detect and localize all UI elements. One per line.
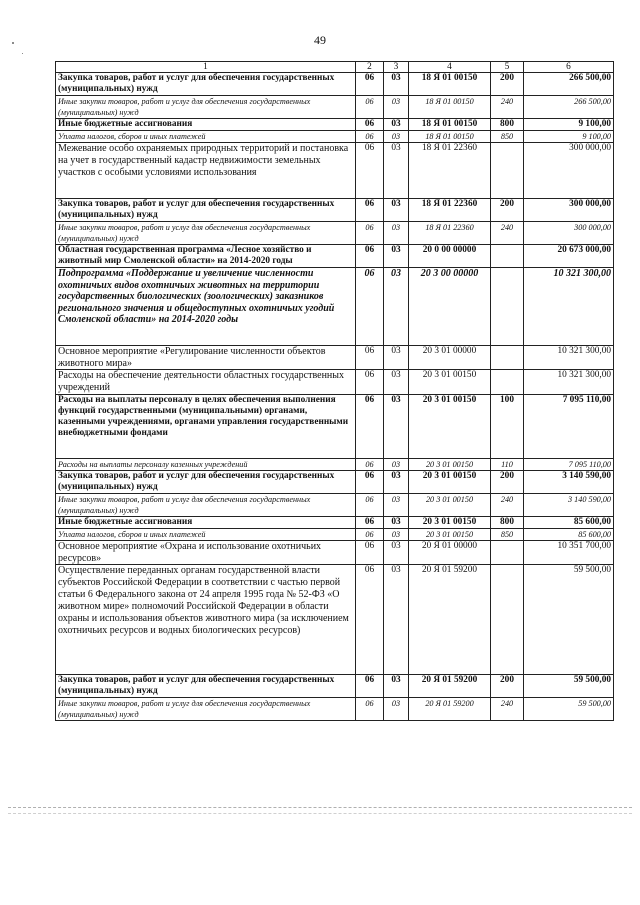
section-code: 06 (356, 143, 384, 199)
subsection-code: 03 (384, 222, 409, 245)
expense-type-code: 200 (491, 199, 524, 222)
target-article-code: 20 Я 01 59200 (409, 565, 491, 675)
scan-dashed-line (8, 807, 632, 808)
subsection-code: 03 (384, 245, 409, 268)
table-header-row (56, 62, 614, 73)
subsection-code: 03 (384, 96, 409, 119)
table-row (56, 541, 614, 565)
subsection-code: 03 (384, 268, 409, 346)
section-code: 06 (356, 96, 384, 119)
expense-type-code: 100 (491, 395, 524, 459)
amount: 300 000,00 (524, 143, 614, 199)
expense-type-code: 800 (491, 119, 524, 131)
target-article-code: 18 Я 01 22360 (409, 199, 491, 222)
row-name: Иные закупки товаров, работ и услуг для обеспечения государственных (муниципальных) нужд (56, 222, 356, 245)
amount: 59 500,00 (524, 698, 614, 721)
row-name: Иные закупки товаров, работ и услуг для обеспечения государственных (муниципальных) нужд (56, 698, 356, 721)
subsection-code: 03 (384, 143, 409, 199)
target-article-code: 18 Я 01 00150 (409, 119, 491, 131)
amount: 20 673 000,00 (524, 245, 614, 268)
section-code: 06 (356, 541, 384, 565)
amount: 7 095 110,00 (524, 395, 614, 459)
section-code: 06 (356, 268, 384, 346)
target-article-code: 20 3 01 00150 (409, 494, 491, 517)
row-name: Подпрограмма «Поддержание и увеличение численности охотничьих видов охотничьих животных на территории государственных биологических (зоологических) заказников регионального значения и общедоступных охотничьих угодий Смоленской области» на 2014-2020 годы (56, 268, 356, 346)
column-header: 4 (409, 62, 491, 73)
row-name: Закупка товаров, работ и услуг для обеспечения государственных (муниципальных) нужд (56, 199, 356, 222)
target-article-code: 20 Я 01 59200 (409, 675, 491, 698)
target-article-code: 20 3 01 00150 (409, 517, 491, 529)
row-name: Иные закупки товаров, работ и услуг для обеспечения государственных (муниципальных) нужд (56, 494, 356, 517)
section-code: 06 (356, 222, 384, 245)
subsection-code: 03 (384, 494, 409, 517)
target-article-code: 18 Я 01 00150 (409, 96, 491, 119)
section-code: 06 (356, 494, 384, 517)
target-article-code: 20 Я 01 59200 (409, 698, 491, 721)
expense-type-code: 110 (491, 459, 524, 471)
expense-type-code (491, 143, 524, 199)
section-code: 06 (356, 370, 384, 395)
target-article-code: 20 3 01 00150 (409, 529, 491, 541)
subsection-code: 03 (384, 119, 409, 131)
row-name: Межевание особо охраняемых природных территорий и постановка на учет в государственный кадастр недвижимости земельных участков с особыми условиями использования (56, 143, 356, 199)
expense-type-code (491, 541, 524, 565)
amount: 266 500,00 (524, 73, 614, 96)
column-header: 1 (56, 62, 356, 73)
expense-type-code: 850 (491, 529, 524, 541)
amount: 85 600,00 (524, 529, 614, 541)
section-code: 06 (356, 199, 384, 222)
table-row (56, 143, 614, 199)
subsection-code: 03 (384, 73, 409, 96)
row-name: Закупка товаров, работ и услуг для обеспечения государственных (муниципальных) нужд (56, 675, 356, 698)
target-article-code: 18 Я 01 00150 (409, 131, 491, 143)
expense-type-code: 200 (491, 73, 524, 96)
expense-type-code (491, 346, 524, 370)
target-article-code: 20 Я 01 00000 (409, 541, 491, 565)
page-number: 49 (314, 33, 326, 47)
row-name: Расходы на обеспечение деятельности областных государственных учреждений (56, 370, 356, 395)
row-name: Уплата налогов, сборов и иных платежей (56, 529, 356, 541)
table-row (56, 395, 614, 459)
expense-type-code: 200 (491, 675, 524, 698)
row-name: Расходы на выплаты персоналу в целях обеспечения выполнения функций государственными (муниципальными) органами, казенными учреждениями, органами управления государственными внебюджетными фондами (56, 395, 356, 459)
target-article-code: 20 0 00 00000 (409, 245, 491, 268)
subsection-code: 03 (384, 529, 409, 541)
table-row (56, 346, 614, 370)
amount: 7 095 110,00 (524, 459, 614, 471)
expense-type-code: 240 (491, 222, 524, 245)
section-code: 06 (356, 517, 384, 529)
table-row (56, 370, 614, 395)
scan-speck (22, 53, 23, 54)
expense-type-code (491, 565, 524, 675)
section-code: 06 (356, 73, 384, 96)
subsection-code: 03 (384, 346, 409, 370)
row-name: Иные бюджетные ассигнования (56, 119, 356, 131)
subsection-code: 03 (384, 698, 409, 721)
target-article-code: 20 3 01 00000 (409, 346, 491, 370)
table-row (56, 119, 614, 131)
column-header: 3 (384, 62, 409, 73)
table-row (56, 245, 614, 268)
table-row (56, 199, 614, 222)
row-name: Основное мероприятие «Охрана и использование охотничьих ресурсов» (56, 541, 356, 565)
target-article-code: 18 Я 01 00150 (409, 73, 491, 96)
section-code: 06 (356, 529, 384, 541)
scan-dashed-line (8, 813, 632, 814)
budget-table (55, 61, 614, 721)
row-name: Областная государственная программа «Лесное хозяйство и животный мир Смоленской области» на 2014-2020 годы (56, 245, 356, 268)
target-article-code: 20 3 01 00150 (409, 370, 491, 395)
amount: 266 500,00 (524, 96, 614, 119)
subsection-code: 03 (384, 565, 409, 675)
amount: 59 500,00 (524, 675, 614, 698)
subsection-code: 03 (384, 459, 409, 471)
expense-type-code (491, 268, 524, 346)
expense-type-code: 240 (491, 96, 524, 119)
section-code: 06 (356, 131, 384, 143)
amount: 10 321 300,00 (524, 370, 614, 395)
section-code: 06 (356, 119, 384, 131)
subsection-code: 03 (384, 517, 409, 529)
expense-type-code (491, 245, 524, 268)
table-row (56, 698, 614, 721)
row-name: Основное мероприятие «Регулирование численности объектов животного мира» (56, 346, 356, 370)
subsection-code: 03 (384, 471, 409, 494)
section-code: 06 (356, 565, 384, 675)
amount: 9 100,00 (524, 119, 614, 131)
expense-type-code: 240 (491, 494, 524, 517)
expense-type-code: 200 (491, 471, 524, 494)
table-body (56, 73, 614, 721)
subsection-code: 03 (384, 541, 409, 565)
amount: 9 100,00 (524, 131, 614, 143)
subsection-code: 03 (384, 199, 409, 222)
expense-type-code: 800 (491, 517, 524, 529)
section-code: 06 (356, 395, 384, 459)
subsection-code: 03 (384, 395, 409, 459)
row-name: Закупка товаров, работ и услуг для обеспечения государственных (муниципальных) нужд (56, 73, 356, 96)
row-name: Осуществление переданных органам государственной власти субъектов Российской Федерации в соответствии с частью первой статьи 6 Федерального закона от 24 апреля 1995 года № 52-ФЗ «О животном мире» полномочий Российской Федерации в области охраны и использования объектов животного мира (за исключением охотничьих ресурсов и водных биологических ресурсов) (56, 565, 356, 675)
table-row (56, 565, 614, 675)
subsection-code: 03 (384, 675, 409, 698)
row-name: Иные закупки товаров, работ и услуг для обеспечения государственных (муниципальных) нужд (56, 96, 356, 119)
expense-type-code: 240 (491, 698, 524, 721)
expense-type-code: 850 (491, 131, 524, 143)
section-code: 06 (356, 245, 384, 268)
target-article-code: 20 3 00 00000 (409, 268, 491, 346)
table-row (56, 73, 614, 96)
amount: 3 140 590,00 (524, 471, 614, 494)
table-row (56, 268, 614, 346)
target-article-code: 20 3 01 00150 (409, 471, 491, 494)
section-code: 06 (356, 471, 384, 494)
amount: 10 351 700,00 (524, 541, 614, 565)
row-name: Закупка товаров, работ и услуг для обеспечения государственных (муниципальных) нужд (56, 471, 356, 494)
amount: 10 321 300,00 (524, 346, 614, 370)
section-code: 06 (356, 675, 384, 698)
table-row (56, 529, 614, 541)
column-header: 2 (356, 62, 384, 73)
table-row (56, 675, 614, 698)
table-row (56, 222, 614, 245)
amount: 59 500,00 (524, 565, 614, 675)
table-row (56, 494, 614, 517)
subsection-code: 03 (384, 131, 409, 143)
target-article-code: 20 3 01 00150 (409, 459, 491, 471)
amount: 300 000,00 (524, 199, 614, 222)
amount: 85 600,00 (524, 517, 614, 529)
row-name: Иные бюджетные ассигнования (56, 517, 356, 529)
row-name: Расходы на выплаты персоналу казенных учреждений (56, 459, 356, 471)
column-header: 6 (524, 62, 614, 73)
target-article-code: 18 Я 01 22360 (409, 222, 491, 245)
row-name: Уплата налогов, сборов и иных платежей (56, 131, 356, 143)
section-code: 06 (356, 459, 384, 471)
target-article-code: 18 Я 01 22360 (409, 143, 491, 199)
expense-type-code (491, 370, 524, 395)
amount: 3 140 590,00 (524, 494, 614, 517)
amount: 300 000,00 (524, 222, 614, 245)
amount: 10 321 300,00 (524, 268, 614, 346)
section-code: 06 (356, 346, 384, 370)
scan-speck (12, 42, 14, 44)
table-row (56, 459, 614, 471)
table-row (56, 131, 614, 143)
column-header: 5 (491, 62, 524, 73)
table-row (56, 471, 614, 494)
table-row (56, 96, 614, 119)
table-row (56, 517, 614, 529)
subsection-code: 03 (384, 370, 409, 395)
section-code: 06 (356, 698, 384, 721)
target-article-code: 20 3 01 00150 (409, 395, 491, 459)
